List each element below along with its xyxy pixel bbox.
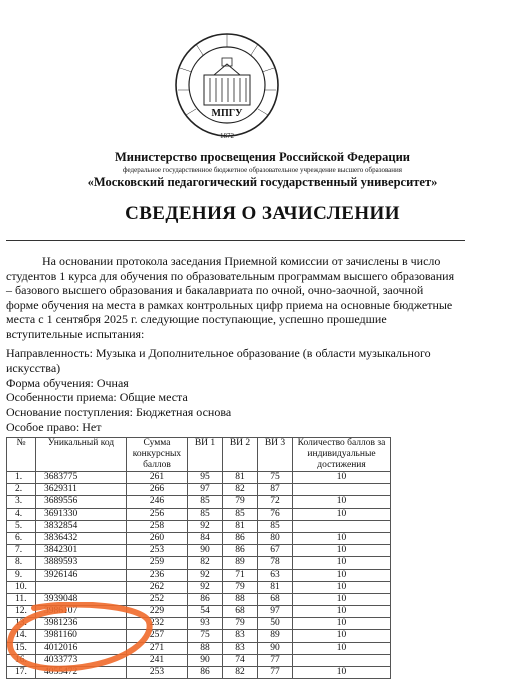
exam-1-score: 95: [188, 472, 223, 484]
unique-code: 3683775: [36, 472, 127, 484]
unique-code: 3832854: [36, 520, 127, 532]
exam-1-score: 86: [188, 593, 223, 605]
total-score: 236: [127, 569, 188, 581]
exam-2-score: 86: [223, 545, 258, 557]
table-row: [7, 472, 391, 484]
intro-paragraph: [6, 254, 464, 341]
achievement-points: 10: [293, 642, 391, 654]
total-score: 229: [127, 606, 188, 618]
row-number: 6.: [7, 532, 36, 544]
table-row: [7, 654, 391, 666]
header-exam-1: ВИ 1: [188, 438, 223, 472]
row-number: 14.: [7, 630, 36, 642]
exam-1-score: 90: [188, 545, 223, 557]
table-row: [7, 484, 391, 496]
institution-type: федеральное государственное бюджетное образовательное учреждение высшего образования: [123, 166, 402, 174]
exam-2-score: 81: [223, 472, 258, 484]
exam-1-score: 97: [188, 484, 223, 496]
unique-code: 4012016: [36, 642, 127, 654]
achievement-points: 10: [293, 557, 391, 569]
header-exam-2: ВИ 2: [223, 438, 258, 472]
exam-1-score: 92: [188, 520, 223, 532]
total-score: 266: [127, 484, 188, 496]
exam-1-score: 85: [188, 496, 223, 508]
achievement-points: 10: [293, 532, 391, 544]
table-row: [7, 667, 391, 679]
total-score: 260: [127, 532, 188, 544]
university-name: «Московский педагогический государственный университет»: [87, 175, 438, 189]
exam-3-score: 80: [258, 532, 293, 544]
achievement-points: 10: [293, 496, 391, 508]
row-number: 7.: [7, 545, 36, 557]
unique-code: 3926146: [36, 569, 127, 581]
exam-3-score: 90: [258, 642, 293, 654]
exam-2-score: 85: [223, 508, 258, 520]
table-row: [7, 545, 391, 557]
total-score: 232: [127, 618, 188, 630]
exam-1-score: 82: [188, 557, 223, 569]
study-form: Форма обучения: Очная: [6, 375, 129, 390]
exam-1-score: 84: [188, 532, 223, 544]
unique-code: 3842301: [36, 545, 127, 557]
achievement-points: [293, 520, 391, 532]
row-number: 3.: [7, 496, 36, 508]
total-score: 253: [127, 545, 188, 557]
unique-code: 3986107: [36, 606, 127, 618]
achievement-points: 10: [293, 630, 391, 642]
unique-code: 3981236: [36, 618, 127, 630]
row-number: 16.: [7, 654, 36, 666]
total-score: 261: [127, 472, 188, 484]
table-header-row: [7, 438, 391, 472]
unique-code: 3981160: [36, 630, 127, 642]
unique-code: 3629311: [36, 484, 127, 496]
unique-code: 3939048: [36, 593, 127, 605]
achievement-points: 10: [293, 581, 391, 593]
table-row: [7, 532, 391, 544]
table-row: [7, 618, 391, 630]
exam-1-score: 92: [188, 581, 223, 593]
direction: Направленность: Музыка и Дополнительное образование (в области музыкального: [6, 346, 431, 360]
row-number: 11.: [7, 593, 36, 605]
total-score: 262: [127, 581, 188, 593]
table-row: [7, 581, 391, 593]
exam-1-score: 92: [188, 569, 223, 581]
exam-3-score: 85: [258, 520, 293, 532]
total-score: 256: [127, 508, 188, 520]
table-row: [7, 593, 391, 605]
total-score: 246: [127, 496, 188, 508]
exam-3-score: 68: [258, 593, 293, 605]
logo-year: 1872: [220, 132, 234, 140]
total-score: 271: [127, 642, 188, 654]
exam-3-score: 77: [258, 654, 293, 666]
exam-1-score: 88: [188, 642, 223, 654]
row-number: 13.: [7, 618, 36, 630]
row-number: 9.: [7, 569, 36, 581]
exam-3-score: 72: [258, 496, 293, 508]
exam-2-score: 83: [223, 630, 258, 642]
exam-3-score: 89: [258, 630, 293, 642]
exam-3-score: 77: [258, 667, 293, 679]
row-number: 1.: [7, 472, 36, 484]
exam-2-score: 81: [223, 520, 258, 532]
table-row: [7, 630, 391, 642]
partially-hidden-line: [6, 333, 466, 340]
row-number: 12.: [7, 606, 36, 618]
table-row: [7, 557, 391, 569]
exam-3-score: 81: [258, 581, 293, 593]
total-score: 241: [127, 654, 188, 666]
row-number: 5.: [7, 520, 36, 532]
special-right: Особое право: Нет: [6, 419, 102, 434]
row-number: 15.: [7, 642, 36, 654]
total-score: 258: [127, 520, 188, 532]
total-score: 252: [127, 593, 188, 605]
header-exam-3: ВИ 3: [258, 438, 293, 472]
achievement-points: 10: [293, 508, 391, 520]
exam-2-score: 86: [223, 532, 258, 544]
exam-2-score: 68: [223, 606, 258, 618]
exam-3-score: 76: [258, 508, 293, 520]
intro-line: – базового высшего образования и бакалавриата по очной, очно-заочной, заочной: [6, 283, 424, 297]
achievement-points: 10: [293, 593, 391, 605]
intro-line: студентов 1 курса для обучения по образовательным программам высшего образования: [6, 268, 455, 283]
exam-2-score: 79: [223, 496, 258, 508]
table-row: [7, 508, 391, 520]
exam-2-score: 88: [223, 593, 258, 605]
university-seal-logo: [174, 30, 280, 148]
intro-line: вступительные испытания:: [6, 326, 145, 341]
exam-2-score: 79: [223, 581, 258, 593]
exam-1-score: 54: [188, 606, 223, 618]
intro-line: форме обучения на места в рамках контрольных цифр приема на основные бюджетные: [6, 297, 453, 312]
table-row: [7, 606, 391, 618]
exam-2-score: 71: [223, 569, 258, 581]
header-individual-achievements: Количество баллов за индивидуальные достижения: [293, 438, 391, 472]
exam-2-score: 89: [223, 557, 258, 569]
exam-3-score: 78: [258, 557, 293, 569]
exam-2-score: 74: [223, 654, 258, 666]
unique-code: [36, 581, 127, 593]
table-row: [7, 520, 391, 532]
achievement-points: [293, 484, 391, 496]
exam-1-score: 90: [188, 654, 223, 666]
unique-code: 3691330: [36, 508, 127, 520]
exam-2-score: 79: [223, 618, 258, 630]
exam-2-score: 82: [223, 667, 258, 679]
header-number: №: [7, 438, 36, 472]
achievement-points: 10: [293, 606, 391, 618]
total-score: 257: [127, 630, 188, 642]
unique-code: 3836432: [36, 532, 127, 544]
unique-code: 3889593: [36, 557, 127, 569]
table-row: [7, 642, 391, 654]
header-unique-code: Уникальный код: [36, 438, 127, 472]
admission-basis: Основание поступления: Бюджетная основа: [6, 405, 232, 420]
exam-3-score: 75: [258, 472, 293, 484]
unique-code: 3689556: [36, 496, 127, 508]
achievement-points: 10: [293, 545, 391, 557]
unique-code: 4055472: [36, 667, 127, 679]
exam-1-score: 86: [188, 667, 223, 679]
exam-2-score: 83: [223, 642, 258, 654]
exam-2-score: 82: [223, 484, 258, 496]
row-number: 4.: [7, 508, 36, 520]
enrollment-table: [6, 437, 391, 679]
intro-line: На основании протокола заседания Приемной комиссии от зачислены в число: [42, 254, 441, 268]
total-score: 253: [127, 667, 188, 679]
intro-line: места с 1 сентября 2025 г. следующие поступающие, успешно прошедшие: [6, 312, 387, 326]
achievement-points: 10: [293, 472, 391, 484]
row-number: 2.: [7, 484, 36, 496]
table-row: [7, 569, 391, 581]
row-number: 17.: [7, 667, 36, 679]
document-title: СВЕДЕНИЯ О ЗАЧИСЛЕНИИ: [125, 203, 400, 224]
exam-1-score: 85: [188, 508, 223, 520]
ministry-name: Министерство просвещения Российской Федерации: [114, 150, 410, 164]
row-number: 10.: [7, 581, 36, 593]
logo-text: МПГУ: [211, 108, 243, 119]
enrollment-details: [6, 346, 476, 435]
header-divider: [6, 240, 465, 241]
achievement-points: 10: [293, 667, 391, 679]
exam-3-score: 63: [258, 569, 293, 581]
exam-1-score: 75: [188, 630, 223, 642]
exam-3-score: 87: [258, 484, 293, 496]
exam-3-score: 67: [258, 545, 293, 557]
table-row: [7, 496, 391, 508]
direction-continued: искусства): [6, 360, 61, 375]
row-number: 8.: [7, 557, 36, 569]
achievement-points: 10: [293, 618, 391, 630]
exam-3-score: 50: [258, 618, 293, 630]
total-score: 259: [127, 557, 188, 569]
header-total-score: Сумма конкурсных баллов: [127, 438, 188, 472]
exam-3-score: 97: [258, 606, 293, 618]
achievement-points: [293, 654, 391, 666]
unique-code: 4033773: [36, 654, 127, 666]
exam-1-score: 93: [188, 618, 223, 630]
admission-feature: Особенности приема: Общие места: [6, 390, 188, 405]
achievement-points: 10: [293, 569, 391, 581]
